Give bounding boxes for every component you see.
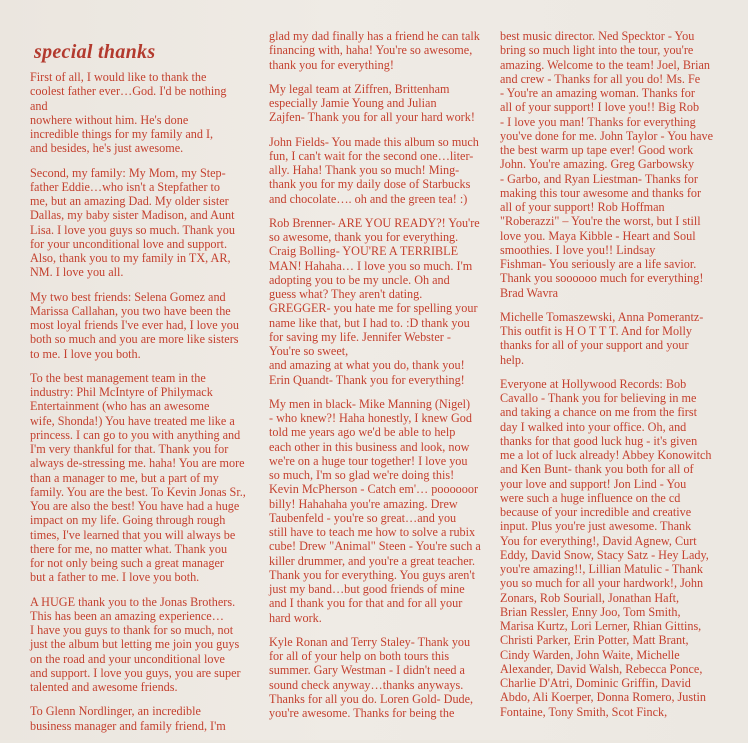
- text-column-2: [269, 29, 493, 730]
- paragraph-management: To the best management team in the industry: Phil McIntyre of Philymack Entertainment (who has an awesome wife, Shonda!) You have treated me like a princess. I can go to you with anything and I'm very thankful for that. Thank you for always de-stressing me. haha! You are more than a manager to me, but a part of my family. You are the best. To Kevin Jonas Sr., You are also the best! You have had a huge impact on my life. Going through rough times, I've learned that you will always be there for me, no matter what. Thank you for not only being such a great manager but a father to me. I love you both.: [30, 370, 246, 585]
- paragraph-band: My men in black- Mike Manning (Nigel) - who knew?! Haha honestly, I knew God told me years ago we'd be able to help each other in this business and look, now we're on a huge tour together! I love you so much, I'm so glad we're doing this! Kevin McPherson - Catch em'… poooooor billy! Hahahaha you're amazing. Drew Taubenfeld - you're so great…and you still have to teach me how to solve a rubix cube! Drew "Animal" Steen - You're such a killer drummer, and you're a great teacher. Thank you for everything. You guys aren't just my band…but good friends of mine and I thank you for that and for all your hard work.: [269, 396, 481, 625]
- paragraph-crew: Rob Brenner- ARE YOU READY?! You're so awesome, thank you for everything. Craig Bolling- YOU'RE A TERRIBLE MAN! Hahaha… I love you so much. I'm adopting you to be my uncle. Oh and guess what? They aren't dating. GREGGER- you hate me for spelling your name like that, but I had to. :D thank you for saving my life. Jennifer Webster - You're so sweet, and amazing at what you do, thank you! Erin Quandt- Thank you for everything!: [269, 215, 480, 387]
- paragraph-hollywood-records: Everyone at Hollywood Records: Bob Cavallo - Thank you for believing in me and taking a chance on me from the first day I walked into your office. Oh, and thanks for that good luck hug - it's given me a lot of luck already! Abbey Konowitch and Ken Bunt- thank you both for all of your love and support! Jon Lind - You were such a huge influence on the cd because of your incredible and creative input. Plus you're just awesome. Thank You for everything!, David Agnew, Curt Eddy, David Snow, Stacy Satz - Hey Lady, you're amazing!!, Lillian Matulic - Thank you so much for all your hardwork!, John Zonars, Rob Souriall, Jonathan Haft, Brian Ressler, Enny Joo, Tom Smith, Marisa Kurtz, Lori Lerner, Rhian Gittins, Christi Parker, Erin Potter, Matt Brant, Cindy Warden, John Waite, Michelle Alexander, David Walsh, Rebecca Ponce, Charlie D'Atri, Dominic Griffin, David Abdo, Ali Koerper, Donna Romero, Justin Fontaine, Tony Smith, Scot Finck,: [500, 376, 712, 719]
- paragraph-producer: John Fields- You made this album so much fun, I can't wait for the second one…liter- ally. Haha! Thank you so much! Ming- thank you for my daily dose of Starbucks and chocolate…. oh and the green tea! :): [269, 134, 479, 206]
- paragraph-family: Second, my family: My Mom, my Step- father Eddie…who isn't a Stepfather to me, but an amazing Dad. My older sister Dallas, my baby sister Madison, and Aunt Lisa. I love you guys so much. Thank you for your unconditional love and support. Also, thank you to my family in TX, AR, NM. I love you all.: [30, 165, 235, 280]
- paragraph-jonas-brothers: A HUGE thank you to the Jonas Brothers. This has been an amazing experience… I have you guys to thank for so much, not just the album but letting me join you guys on the road and your unconditional love and support. I love you guys, you are super talented and awesome friends.: [30, 594, 241, 694]
- text-column-3: [500, 29, 726, 729]
- text-column-1: [30, 70, 262, 743]
- paragraph-business-manager: To Glenn Nordlinger, an incredible business manager and family friend, I'm: [30, 704, 226, 733]
- paragraph-god: First of all, I would like to thank the coolest father ever…God. I'd be nothing and nowhere without him. He's done incredible things for my family and I, and besides, he's just awesome.: [30, 70, 227, 156]
- paragraph-stylists: Michelle Tomaszewski, Anna Pomerantz- This outfit is H O T T T. And for Molly thanks for all of your support and your help.: [500, 309, 704, 367]
- paragraph-tour-staff-cont: best music director. Ned Specktor - You bring so much light into the tour, you're amazing. Welcome to the team! Joel, Brian and crew - Thanks for all you do! Ms. Fe - You're an amazing woman. Thanks for all of your support! I love you!! Big Rob - I love you man! Thanks for everything you've done for me. John Taylor - You have the best warm up tape ever! Good work John. You're amazing. Greg Garbowsky - Garbo, and Ryan Liestman- Thanks for making this tour awesome and thanks for all of your support! Rob Hoffman "Roberazzi" – You're the worst, but I still love you. Maya Kibble - Heart and Soul smoothies. I love you!! Lindsay Fishman- You seriously are a life savior. Thank you soooooo much for everything! Brad Wavra: [500, 29, 714, 300]
- paragraph-business-manager-cont: glad my dad finally has a friend he can talk financing with, haha! You're so awesome, thank you for everything!: [269, 29, 480, 72]
- paragraph-tour-staff: Kyle Ronan and Terry Staley- Thank you for all of your help on both tours this summer. Gary Westman - I didn't need a sound check anyway…thanks anyways. Thanks for all you do. Loren Gold- Dude, you're awesome. Thanks for being the: [269, 634, 474, 720]
- page-title: special thanks: [34, 41, 156, 63]
- paragraph-legal-team: My legal team at Ziffren, Brittenham especially Jamie Young and Julian Zajfen- Thank you for all your hard work!: [269, 81, 475, 125]
- paragraph-best-friends: My two best friends: Selena Gomez and Marissa Callahan, you two have been the most loyal friends I've ever had, I love you both so much and you are more like sisters to me. I love you both.: [30, 289, 239, 361]
